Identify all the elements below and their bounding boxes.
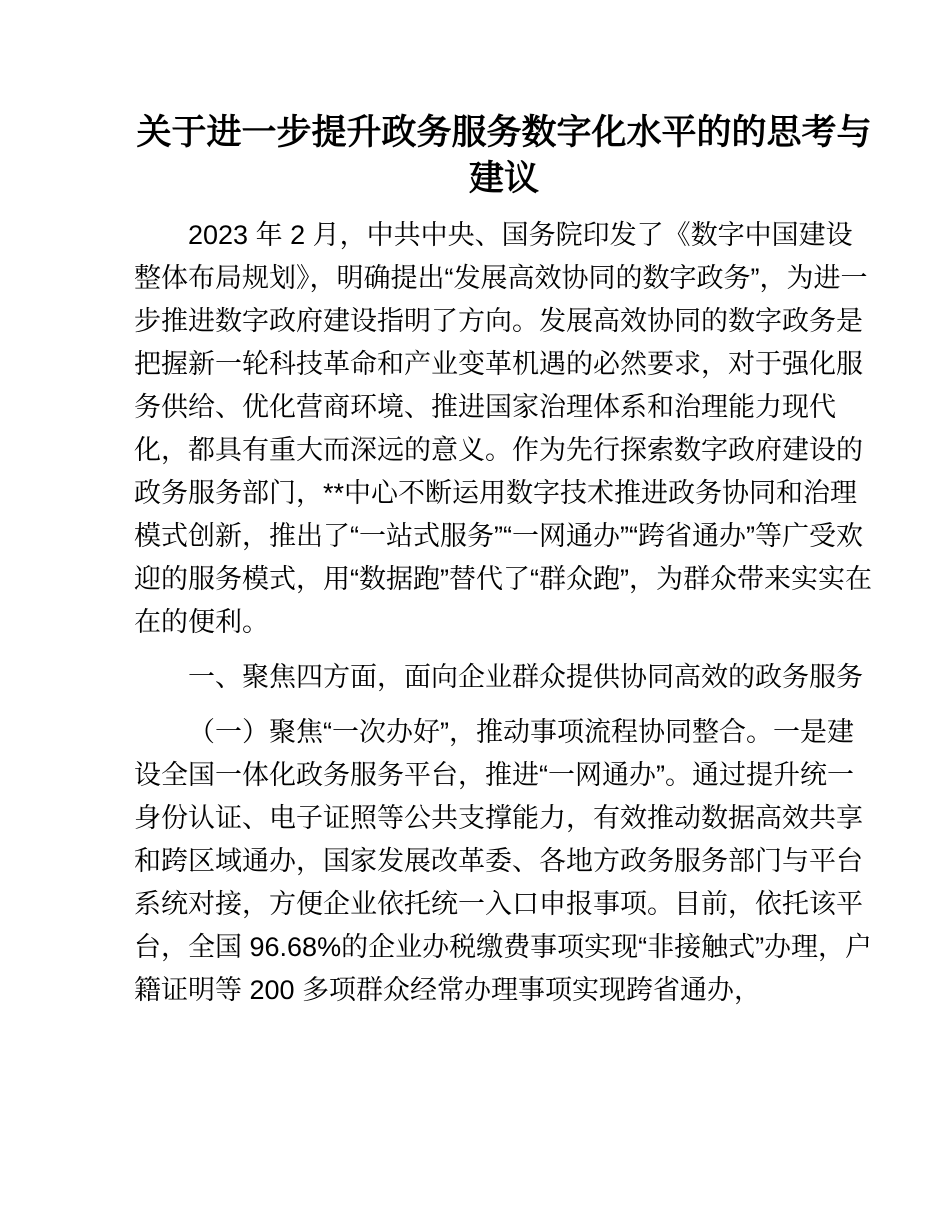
section-heading-1: 一、聚焦四方面，面向企业群众提供协同高效的政务服务 xyxy=(188,662,863,692)
document-title: 关于进一步提升政务服务数字化水平的的思考与建议 xyxy=(136,113,872,198)
document-page xyxy=(134,0,874,1012)
intro-paragraph: 2023 年 2 月，中共中央、国务院印发了《数字中国建设整体布局规划》，明确提出“发展高效协同的数字政务”，为进一步推进数字政府建设指明了方向。发展高效协同的数字政务是把握新一轮科技革命和产业变革机遇的必然要求，对于强化服务供给、优化营商环境、推进国家治理体系和治理能力现代化，都具有重大而深远的意义。作为先行探索数字政府建设的政务服务部门，**中心不断运用数字技术推进政务协同和治理模式创新，推出了“一站式服务”“一网通办”“跨省通办”等广受欢迎的服务模式，用“数据跑”替代了“群众跑”，为群众带来实实在在的便利。 xyxy=(134,220,872,637)
section-1-paragraph-1: （一）聚焦“一次办好”，推动事项流程协同整合。一是建设全国一体化政务服务平台，推进“一网通办”。通过提升统一身份认证、电子证照等公共支撑能力，有效推动数据高效共享和跨区域通办，国家发展改革委、各地方政务服务部门与平台系统对接，方便企业依托统一入口申报事项。目前，依托该平台，全国 96.68%的企业办税缴费事项实现“非接触式”办理，户籍证明等 200 多项群众经常办理事项实现跨省通办， xyxy=(134,717,873,1005)
